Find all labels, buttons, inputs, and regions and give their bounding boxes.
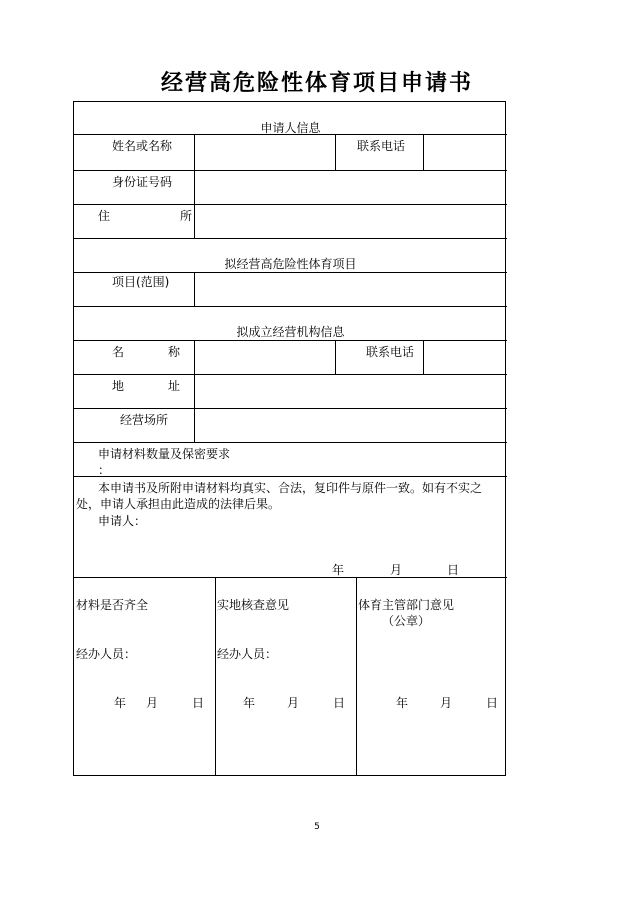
org-address-label-left: 地 <box>112 379 125 393</box>
org-name-label-right: 称 <box>167 345 180 359</box>
col2-year: 年 <box>243 696 256 710</box>
venue-label: 经营场所 <box>120 413 169 427</box>
page-title: 经营高危险性体育项目申请书 <box>160 71 473 96</box>
col-divider <box>423 340 424 374</box>
col-divider <box>194 204 195 238</box>
col3-day: 日 <box>486 696 499 710</box>
row-divider <box>74 442 507 443</box>
col1-staff-label: 经办人员： <box>76 647 137 661</box>
applicant-phone-label: 联系电话 <box>357 139 406 153</box>
project-scope-label: 项目(范围) <box>112 275 170 289</box>
declaration-line-2: 处，申请人承担由此造成的法律后果。 <box>76 497 281 511</box>
declaration-day: 日 <box>447 563 460 577</box>
col1-year: 年 <box>114 696 127 710</box>
row-divider <box>74 577 507 578</box>
col-divider <box>194 272 195 306</box>
page-number: 5 <box>314 822 320 832</box>
row-divider <box>74 408 507 409</box>
row-divider <box>74 272 507 273</box>
col-divider <box>356 577 357 775</box>
id-number-label: 身份证号码 <box>112 175 173 189</box>
col3-month: 月 <box>440 696 453 710</box>
org-name-label-left: 名 <box>112 345 125 359</box>
org-phone-label: 联系电话 <box>366 345 415 359</box>
org-address-label-right: 址 <box>167 379 180 393</box>
materials-complete-title: 材料是否齐全 <box>76 598 149 612</box>
address-label-right: 所 <box>179 209 192 223</box>
col2-day: 日 <box>333 696 346 710</box>
declaration-line-1: 本申请书及所附申请材料均真实、合法，复印件与原件一致。如有不实之 <box>98 481 483 495</box>
col3-year: 年 <box>396 696 409 710</box>
col-divider <box>335 134 336 170</box>
materials-label: 申请材料数量及保密要求 <box>98 447 231 461</box>
application-form-table <box>73 101 506 776</box>
name-label: 姓名或名称 <box>112 139 173 153</box>
row-divider <box>74 476 507 477</box>
project-section-title: 拟经营高危险性体育项目 <box>224 257 357 271</box>
col-divider <box>215 577 216 775</box>
applicant-signature-label: 申请人： <box>98 514 147 528</box>
row-divider <box>74 238 507 239</box>
row-divider <box>74 306 507 307</box>
org-name-label <box>112 344 180 360</box>
col-divider <box>194 134 195 204</box>
col-divider <box>335 340 336 374</box>
declaration-year: 年 <box>332 563 345 577</box>
row-divider <box>74 374 507 375</box>
col1-month: 月 <box>146 696 159 710</box>
site-inspection-title: 实地核查意见 <box>217 598 290 612</box>
row-divider <box>74 204 507 205</box>
address-label-left: 住 <box>98 209 111 223</box>
row-divider <box>74 170 507 171</box>
sports-dept-opinion-title: 体育主管部门意见 <box>358 598 455 612</box>
address-label <box>98 208 192 224</box>
applicant-section-title: 申请人信息 <box>260 121 321 135</box>
materials-colon: ： <box>98 463 111 477</box>
col-divider <box>423 134 424 170</box>
official-seal-label: （公章） <box>382 614 431 628</box>
col2-month: 月 <box>287 696 300 710</box>
row-divider <box>74 340 507 341</box>
col2-staff-label: 经办人员： <box>217 647 278 661</box>
col-divider <box>194 340 195 442</box>
org-address-label <box>112 378 180 394</box>
col1-day: 日 <box>192 696 205 710</box>
declaration-month: 月 <box>390 563 403 577</box>
org-section-title: 拟成立经营机构信息 <box>236 325 345 339</box>
